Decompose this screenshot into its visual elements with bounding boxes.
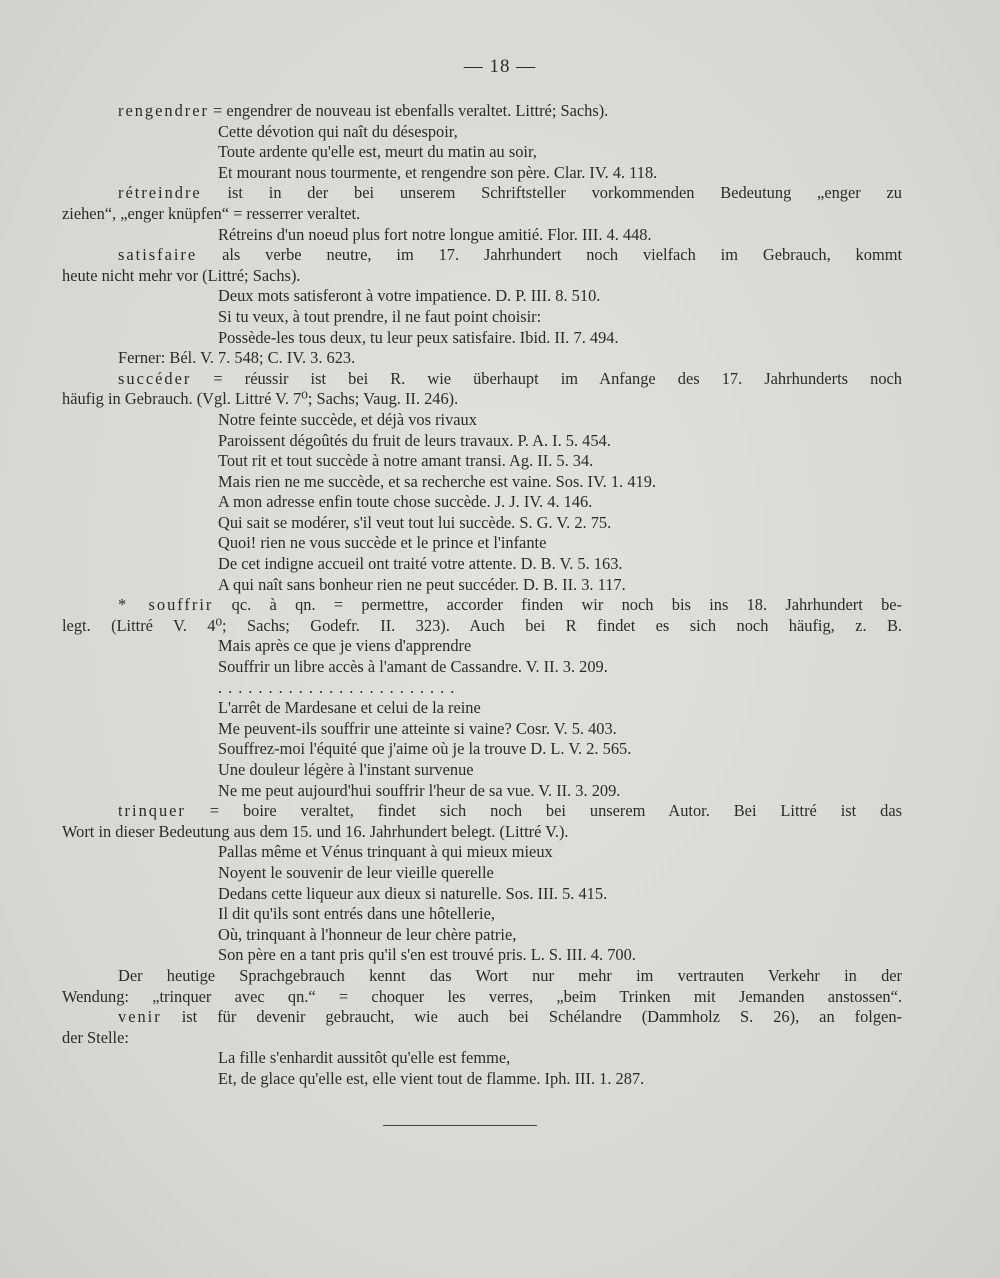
- verse-line: Son père en a tant pris qu'il s'en est trouvé pris. L. S. III. 4. 700.: [218, 945, 636, 965]
- entry-line: [62, 183, 902, 204]
- entry-line: [62, 595, 902, 616]
- verse-line: Paroissent dégoûtés du fruit de leurs travaux. P. A. I. 5. 454.: [218, 430, 611, 450]
- verse-line: Et mourant nous tourmente, et rengendre son père. Clar. IV. 4. 118.: [218, 162, 658, 182]
- entry-headword: venir: [118, 1007, 162, 1027]
- verse-line: Notre feinte succède, et déjà vos rivaux: [218, 409, 477, 429]
- verse-line: Toute ardente qu'elle est, meurt du matin au soir,: [218, 142, 537, 162]
- verse-line: A qui naît sans bonheur rien ne peut succéder. D. B. II. 3. 117.: [218, 574, 626, 594]
- verse-line: Tout rit et tout succède à notre amant transi. Ag. II. 5. 34.: [218, 451, 594, 471]
- verse-line: Rétreins d'un noeud plus fort notre longue amitié. Flor. III. 4. 448.: [218, 224, 652, 244]
- verse-line: Qui sait se modérer, s'il veut tout lui succède. S. G. V. 2. 75.: [218, 512, 612, 532]
- continuation-line: häufig in Gebrauch. (Vgl. Littré V. 7⁰; Sachs; Vaug. II. 246).: [62, 389, 459, 409]
- ellipsis-line: ........................: [218, 677, 461, 697]
- entry-headword: * souffrir: [118, 595, 214, 615]
- verse-line: Deux mots satisferont à votre impatience. D. P. III. 8. 510.: [218, 286, 601, 306]
- continuation-line: ziehen“, „enger knüpfen“ = resserrer veraltet.: [62, 203, 361, 223]
- continuation-line: legt. (Littré V. 4⁰; Sachs; Godefr. II. 323). Auch bei R findet es sich noch häufig, z. B.: [62, 615, 902, 635]
- entry-text: = réussir ist bei R. wie überhaupt im Anfange des 17. Jahrhunderts noch: [191, 368, 902, 388]
- entry-headword: succéder: [118, 368, 192, 388]
- continuation-line: Wendung: „trinquer avec qn.“ = choquer les verres, „beim Trinken mit Jemanden anstossen“.: [62, 986, 902, 1006]
- verse-line: Ne me peut aujourd'hui souffrir l'heur de sa vue. V. II. 3. 209.: [218, 780, 621, 800]
- verse-line: Me peuvent-ils souffrir une atteinte si vaine? Cosr. V. 5. 403.: [218, 718, 617, 738]
- verse-line: Souffrez-moi l'équité que j'aime où je la trouve D. L. V. 2. 565.: [218, 739, 632, 759]
- verse-line: De cet indigne accueil ont traité votre attente. D. B. V. 5. 163.: [218, 554, 623, 574]
- verse-line: Il dit qu'ils sont entrés dans une hôtellerie,: [218, 904, 495, 924]
- end-rule: [383, 1125, 537, 1126]
- entry-line: [62, 369, 902, 390]
- entry-text: ist für devenir gebraucht, wie auch bei Schélandre (Dammholz S. 26), an folgen-: [161, 1007, 902, 1027]
- verse-line: La fille s'enhardit aussitôt qu'elle est femme,: [218, 1048, 511, 1068]
- verse-line: Souffrir un libre accès à l'amant de Cassandre. V. II. 3. 209.: [218, 657, 608, 677]
- entry-headword: rengendrer: [118, 101, 209, 120]
- verse-line: Une douleur légère à l'instant survenue: [218, 760, 474, 779]
- entry-text: qc. à qn. = permettre, accorder finden wir noch bis ins 18. Jahrhundert be-: [213, 595, 903, 615]
- continuation-line: heute nicht mehr vor (Littré; Sachs).: [62, 265, 301, 285]
- entry-line: [62, 1007, 902, 1028]
- entry-text: als verbe neutre, im 17. Jahrhundert noch vielfach im Gebrauch, kommt: [197, 245, 902, 265]
- continuation-line: Wort in dieser Bedeutung aus dem 15. und 16. Jahrhundert belegt. (Littré V.).: [62, 821, 569, 841]
- entry-text: = boire veraltet, findet sich noch bei unserem Autor. Bei Littré ist das: [185, 801, 902, 821]
- paragraph-line: Ferner: Bél. V. 7. 548; C. IV. 3. 623.: [118, 348, 356, 368]
- verse-line: Quoi! rien ne vous succède et le prince et l'infante: [218, 533, 547, 553]
- text-body: [62, 101, 902, 1090]
- entry-line: [62, 101, 902, 122]
- verse-line: Possède-les tous deux, tu leur peux satisfaire. Ibid. II. 7. 494.: [218, 327, 619, 347]
- verse-line: Mais rien ne me succède, et sa recherche est vaine. Sos. IV. 1. 419.: [218, 471, 657, 491]
- verse-line: L'arrêt de Mardesane et celui de la reine: [218, 698, 481, 718]
- verse-line: Dedans cette liqueur aux dieux si naturelle. Sos. III. 5. 415.: [218, 883, 608, 903]
- entry-line: [62, 801, 902, 822]
- entry-headword: rétreindre: [118, 183, 202, 203]
- entry-text: ist in der bei unserem Schriftsteller vorkommenden Bedeutung „enger zu: [201, 183, 902, 203]
- entry-text: = engendrer de nouveau ist ebenfalls veraltet. Littré; Sachs).: [208, 101, 609, 120]
- paragraph-line: Der heutige Sprachgebrauch kennt das Wort nur mehr im vertrauten Verkehr in der: [118, 965, 902, 985]
- verse-line: Où, trinquant à l'honneur de leur chère patrie,: [218, 924, 517, 944]
- verse-line: Noyent le souvenir de leur vieille querelle: [218, 862, 494, 882]
- verse-line: Pallas même et Vénus trinquant à qui mieux mieux: [218, 842, 553, 862]
- verse-line: Si tu veux, à tout prendre, il ne faut point choisir:: [218, 306, 542, 326]
- entry-headword: trinquer: [118, 801, 186, 821]
- continuation-line: der Stelle:: [62, 1027, 129, 1047]
- verse-line: Et, de glace qu'elle est, elle vient tout de flamme. Iph. III. 1. 287.: [218, 1068, 645, 1088]
- entry-line: [62, 245, 902, 266]
- verse-line: Cette dévotion qui naît du désespoir,: [218, 121, 458, 141]
- entry-headword: satisfaire: [118, 245, 198, 265]
- verse-line: A mon adresse enfin toute chose succède. J. J. IV. 4. 146.: [218, 492, 593, 512]
- verse-line: Mais après ce que je viens d'apprendre: [218, 636, 472, 656]
- page-number: — 18 —: [463, 56, 537, 77]
